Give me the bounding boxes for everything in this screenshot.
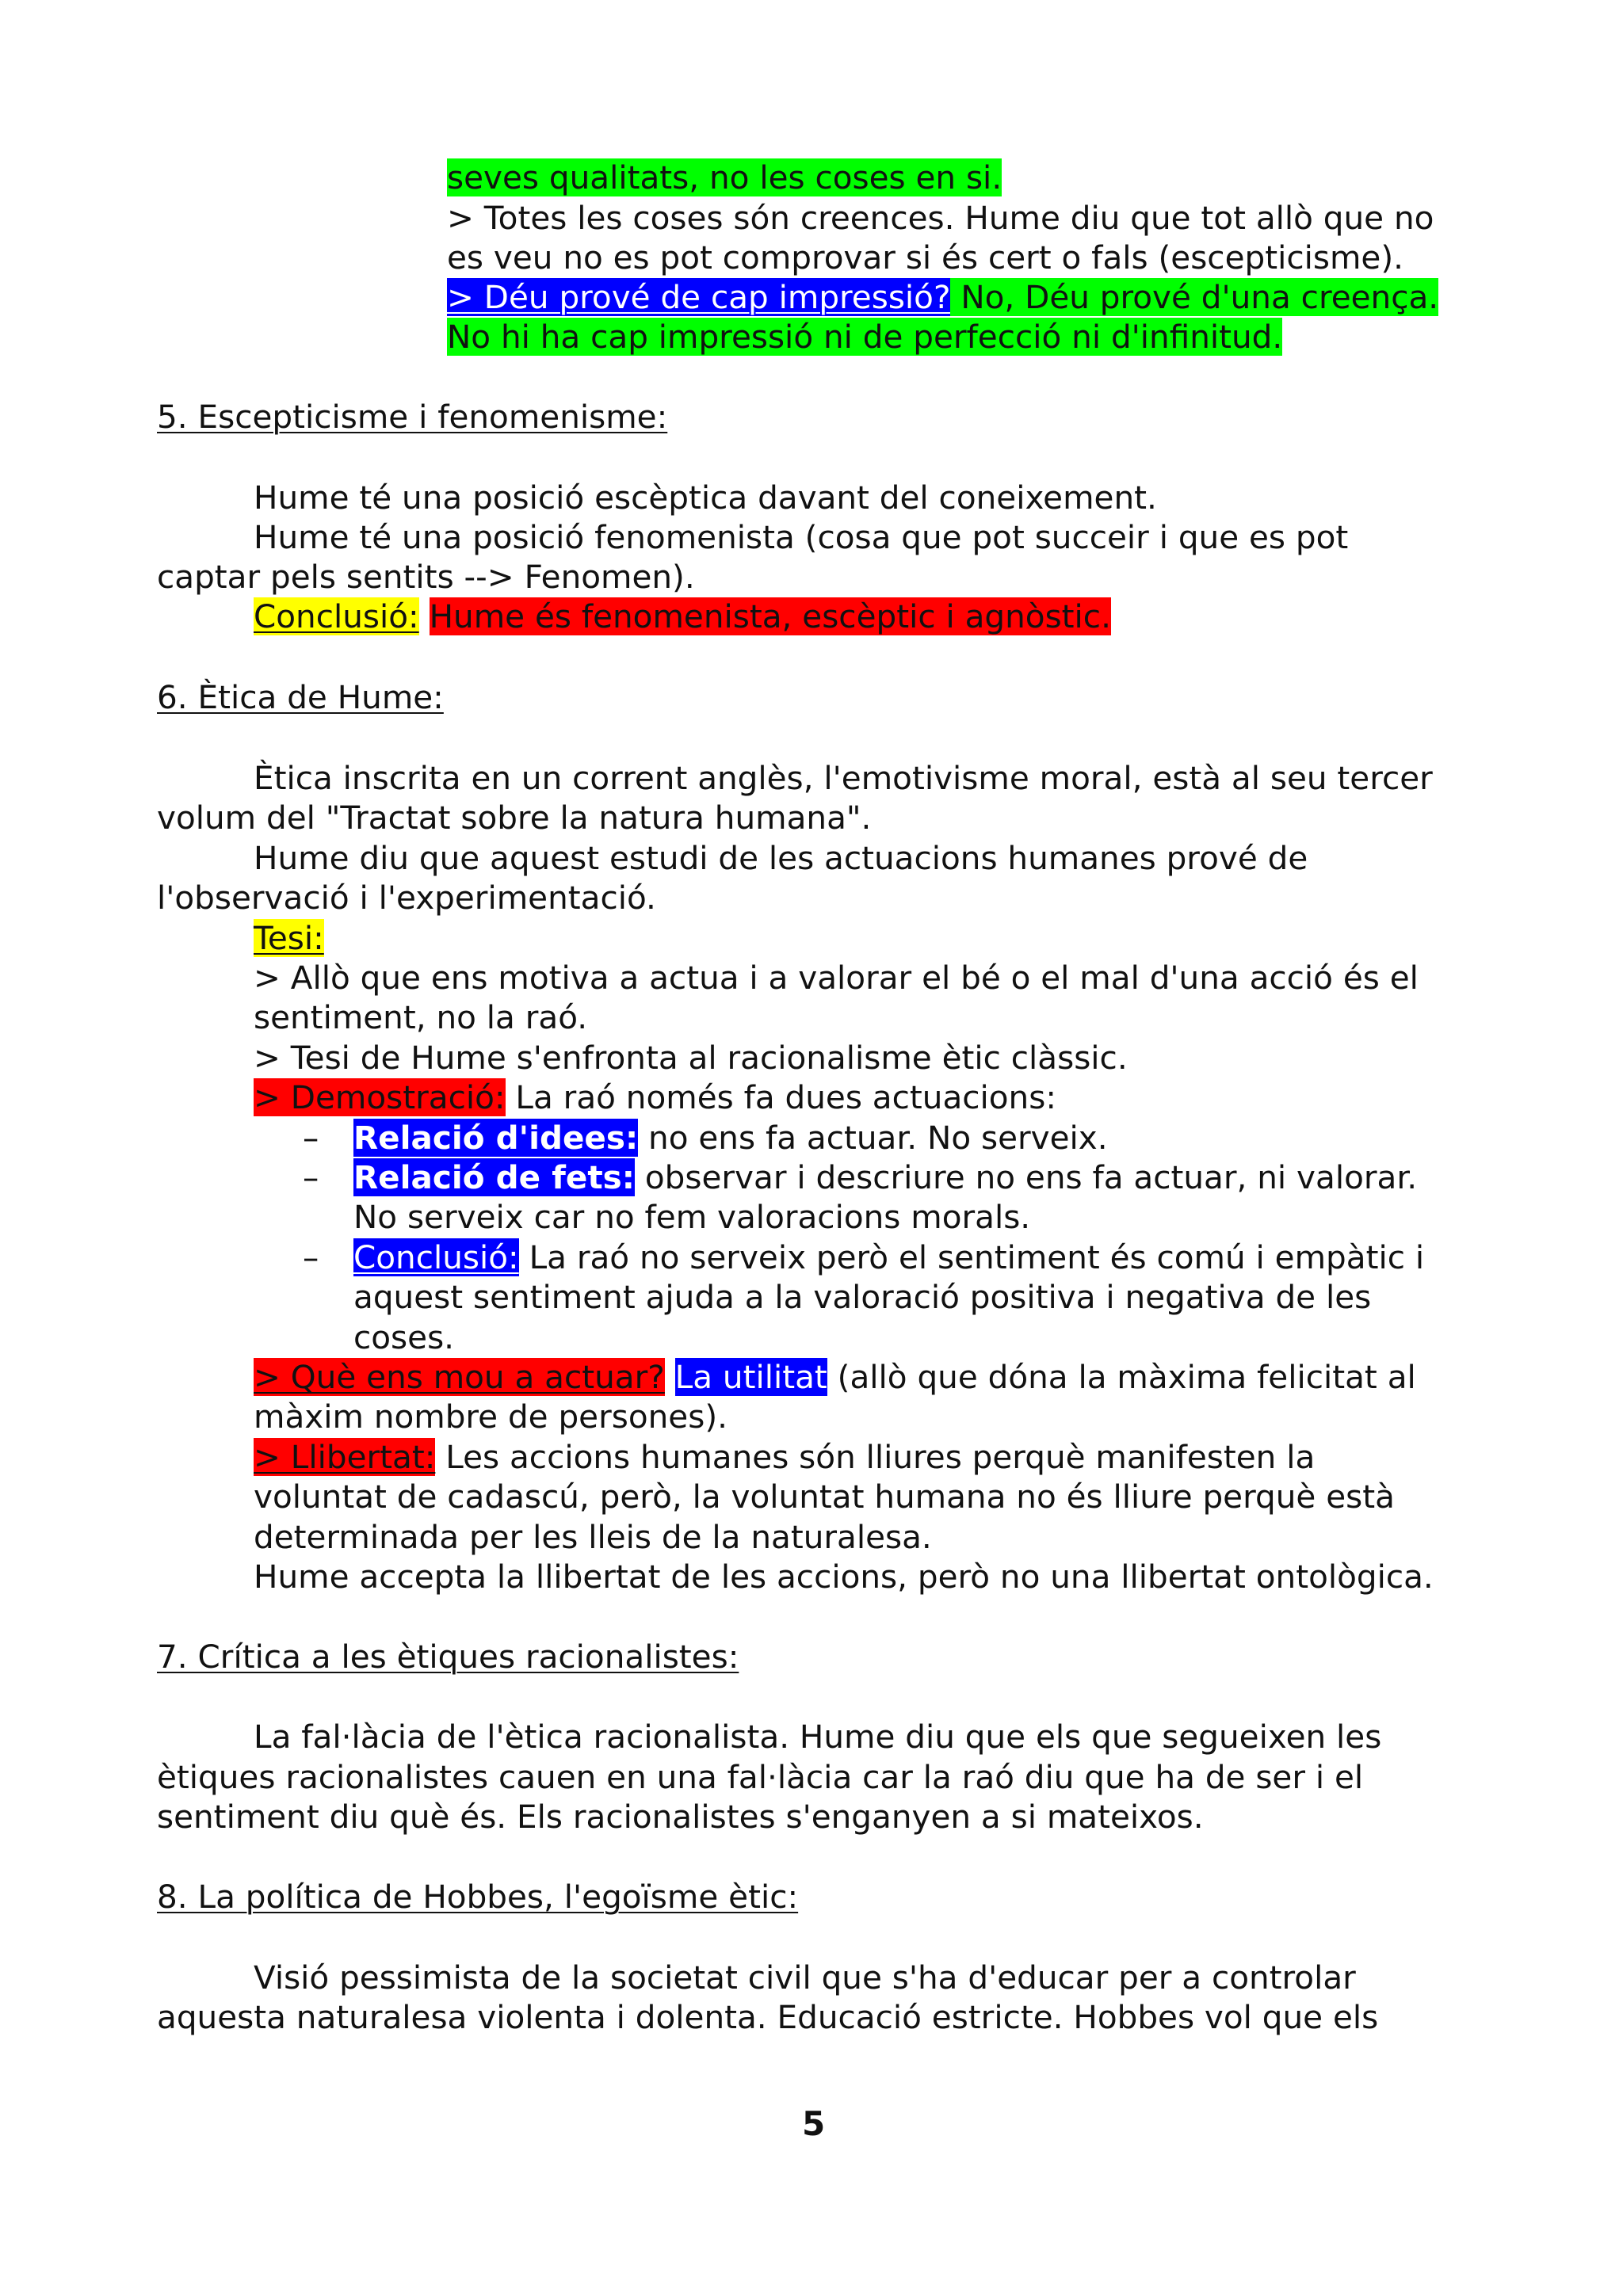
s6-paragraph-2a: Hume diu que aquest estudi de les actuacions humanes prové de	[254, 839, 1308, 877]
top-line-2: > Totes les coses són creences. Hume diu que tot allò que no	[447, 199, 1434, 237]
s5-paragraph-2a: Hume té una posició fenomenista (cosa que pot succeir i que es pot	[254, 518, 1349, 556]
tesi-1b: sentiment, no la raó.	[254, 998, 588, 1036]
s6-paragraph-1b: volum del "Tractat sobre la natura humana".	[157, 799, 872, 837]
bullet-relacio-fets	[353, 1158, 1417, 1197]
llibertat-cont-2: determinada per les lleis de la naturalesa.	[254, 1518, 932, 1556]
conclusion-text: Hume és fenomenista, escèptic i agnòstic.	[429, 597, 1111, 635]
section-7-heading: 7. Crítica a les ètiques racionalistes:	[157, 1638, 739, 1676]
demostracio-label: > Demostració:	[254, 1078, 506, 1116]
bullet-conclusio	[353, 1238, 1424, 1277]
llibertat-cont-1: voluntat de cadascú, però, la voluntat humana no és lliure perquè està	[254, 1478, 1395, 1516]
s7-paragraph-1a: La fal·làcia de l'ètica racionalista. Hume diu que els que segueixen les	[254, 1718, 1382, 1756]
s5-conclusion	[254, 597, 1111, 636]
que-ens-mou-line	[254, 1357, 1416, 1397]
s6-paragraph-2b: l'observació i l'experimentació.	[157, 879, 656, 917]
bullet-dash: –	[303, 1238, 319, 1276]
tesi-1a: > Allò que ens motiva a actua i a valorar el bé o el mal d'una acció és el	[254, 959, 1419, 997]
llibertat-text: Les accions humanes són lliures perquè manifesten la	[435, 1438, 1316, 1476]
bullet-dash: –	[303, 1119, 319, 1157]
tesi-line	[254, 918, 324, 958]
que-ens-mou-cont: màxim nombre de persones).	[254, 1398, 727, 1436]
s6-paragraph-1a: Ètica inscrita en un corrent anglès, l'emotivisme moral, està al seu tercer	[254, 759, 1433, 797]
tesi-label: Tesi:	[254, 919, 324, 957]
s7-paragraph-1c: sentiment diu què és. Els racionalistes s'enganyen a si mateixos.	[157, 1798, 1204, 1836]
bullet-relacio-idees	[353, 1118, 1108, 1158]
bullet-conclusio-cont-1: aquest sentiment ajuda a la valoració positiva i negativa de les	[353, 1278, 1372, 1316]
llibertat-label: > Llibertat:	[254, 1438, 436, 1476]
que-ens-mou-label: > Què ens mou a actuar?	[254, 1358, 665, 1396]
s8-paragraph-1b: aquesta naturalesa violenta i dolenta. Educació estricte. Hobbes vol que els	[157, 1998, 1379, 2036]
relacio-fets-cont: No serveix car no fem valoracions morals.	[353, 1198, 1031, 1236]
top-line-1	[447, 158, 1002, 197]
page-number: 5	[802, 2104, 826, 2143]
demostracio-line	[254, 1077, 1056, 1117]
highlight-green: No hi ha cap impressió ni de perfecció ni d'infinitud.	[447, 318, 1283, 356]
section-5-heading: 5. Escepticisme i fenomenisme:	[157, 398, 668, 436]
tesi-2: > Tesi de Hume s'enfronta al racionalisme ètic clàssic.	[254, 1039, 1128, 1077]
demostracio-text: La raó només fa dues actuacions:	[505, 1078, 1056, 1116]
top-line-3: es veu no es pot comprovar si és cert o fals (escepticisme).	[447, 238, 1403, 277]
s5-paragraph-2b: captar pels sentits --> Fenomen).	[157, 558, 695, 596]
llibertat-final: Hume accepta la llibertat de les accions, però no una llibertat ontològica.	[254, 1558, 1434, 1596]
s5-paragraph-1: Hume té una posició escèptica davant del coneixement.	[254, 479, 1157, 517]
bullet-conclusio-text: La raó no serveix però el sentiment és comú i empàtic i	[518, 1238, 1425, 1276]
highlight-green: seves qualitats, no les coses en si.	[447, 158, 1002, 196]
la-utilitat: La utilitat	[674, 1358, 827, 1396]
llibertat-line	[254, 1437, 1315, 1477]
s8-paragraph-1a: Visió pessimista de la societat civil que s'ha d'educar per a controlar	[254, 1958, 1356, 1997]
top-line-4	[447, 277, 1438, 317]
conclusion-label: Conclusió:	[254, 597, 419, 635]
relacio-fets-text: observar i descriure no ens fa actuar, ni valorar.	[635, 1158, 1418, 1196]
section-8-heading: 8. La política de Hobbes, l'egoïsme ètic:	[157, 1878, 799, 1916]
question-deu: > Déu prové de cap impressió?	[447, 278, 951, 316]
bullet-dash: –	[303, 1158, 319, 1196]
que-ens-mou-text: (allò que dóna la màxima felicitat al	[827, 1358, 1416, 1396]
relacio-idees-text: no ens fa actuar. No serveix.	[638, 1119, 1108, 1157]
bullet-conclusio-cont-2: coses.	[353, 1318, 455, 1356]
bullet-conclusio-label: Conclusió:	[353, 1238, 519, 1276]
relacio-idees-label: Relació d'idees:	[353, 1119, 639, 1157]
top-line-5	[447, 317, 1282, 357]
s7-paragraph-1b: ètiques racionalistes cauen en una fal·làcia car la raó diu que ha de ser i el	[157, 1758, 1364, 1796]
answer-deu: No, Déu prové d'una creença.	[950, 278, 1439, 316]
section-6-heading: 6. Ètica de Hume:	[157, 678, 444, 716]
relacio-fets-label: Relació de fets:	[353, 1158, 635, 1196]
